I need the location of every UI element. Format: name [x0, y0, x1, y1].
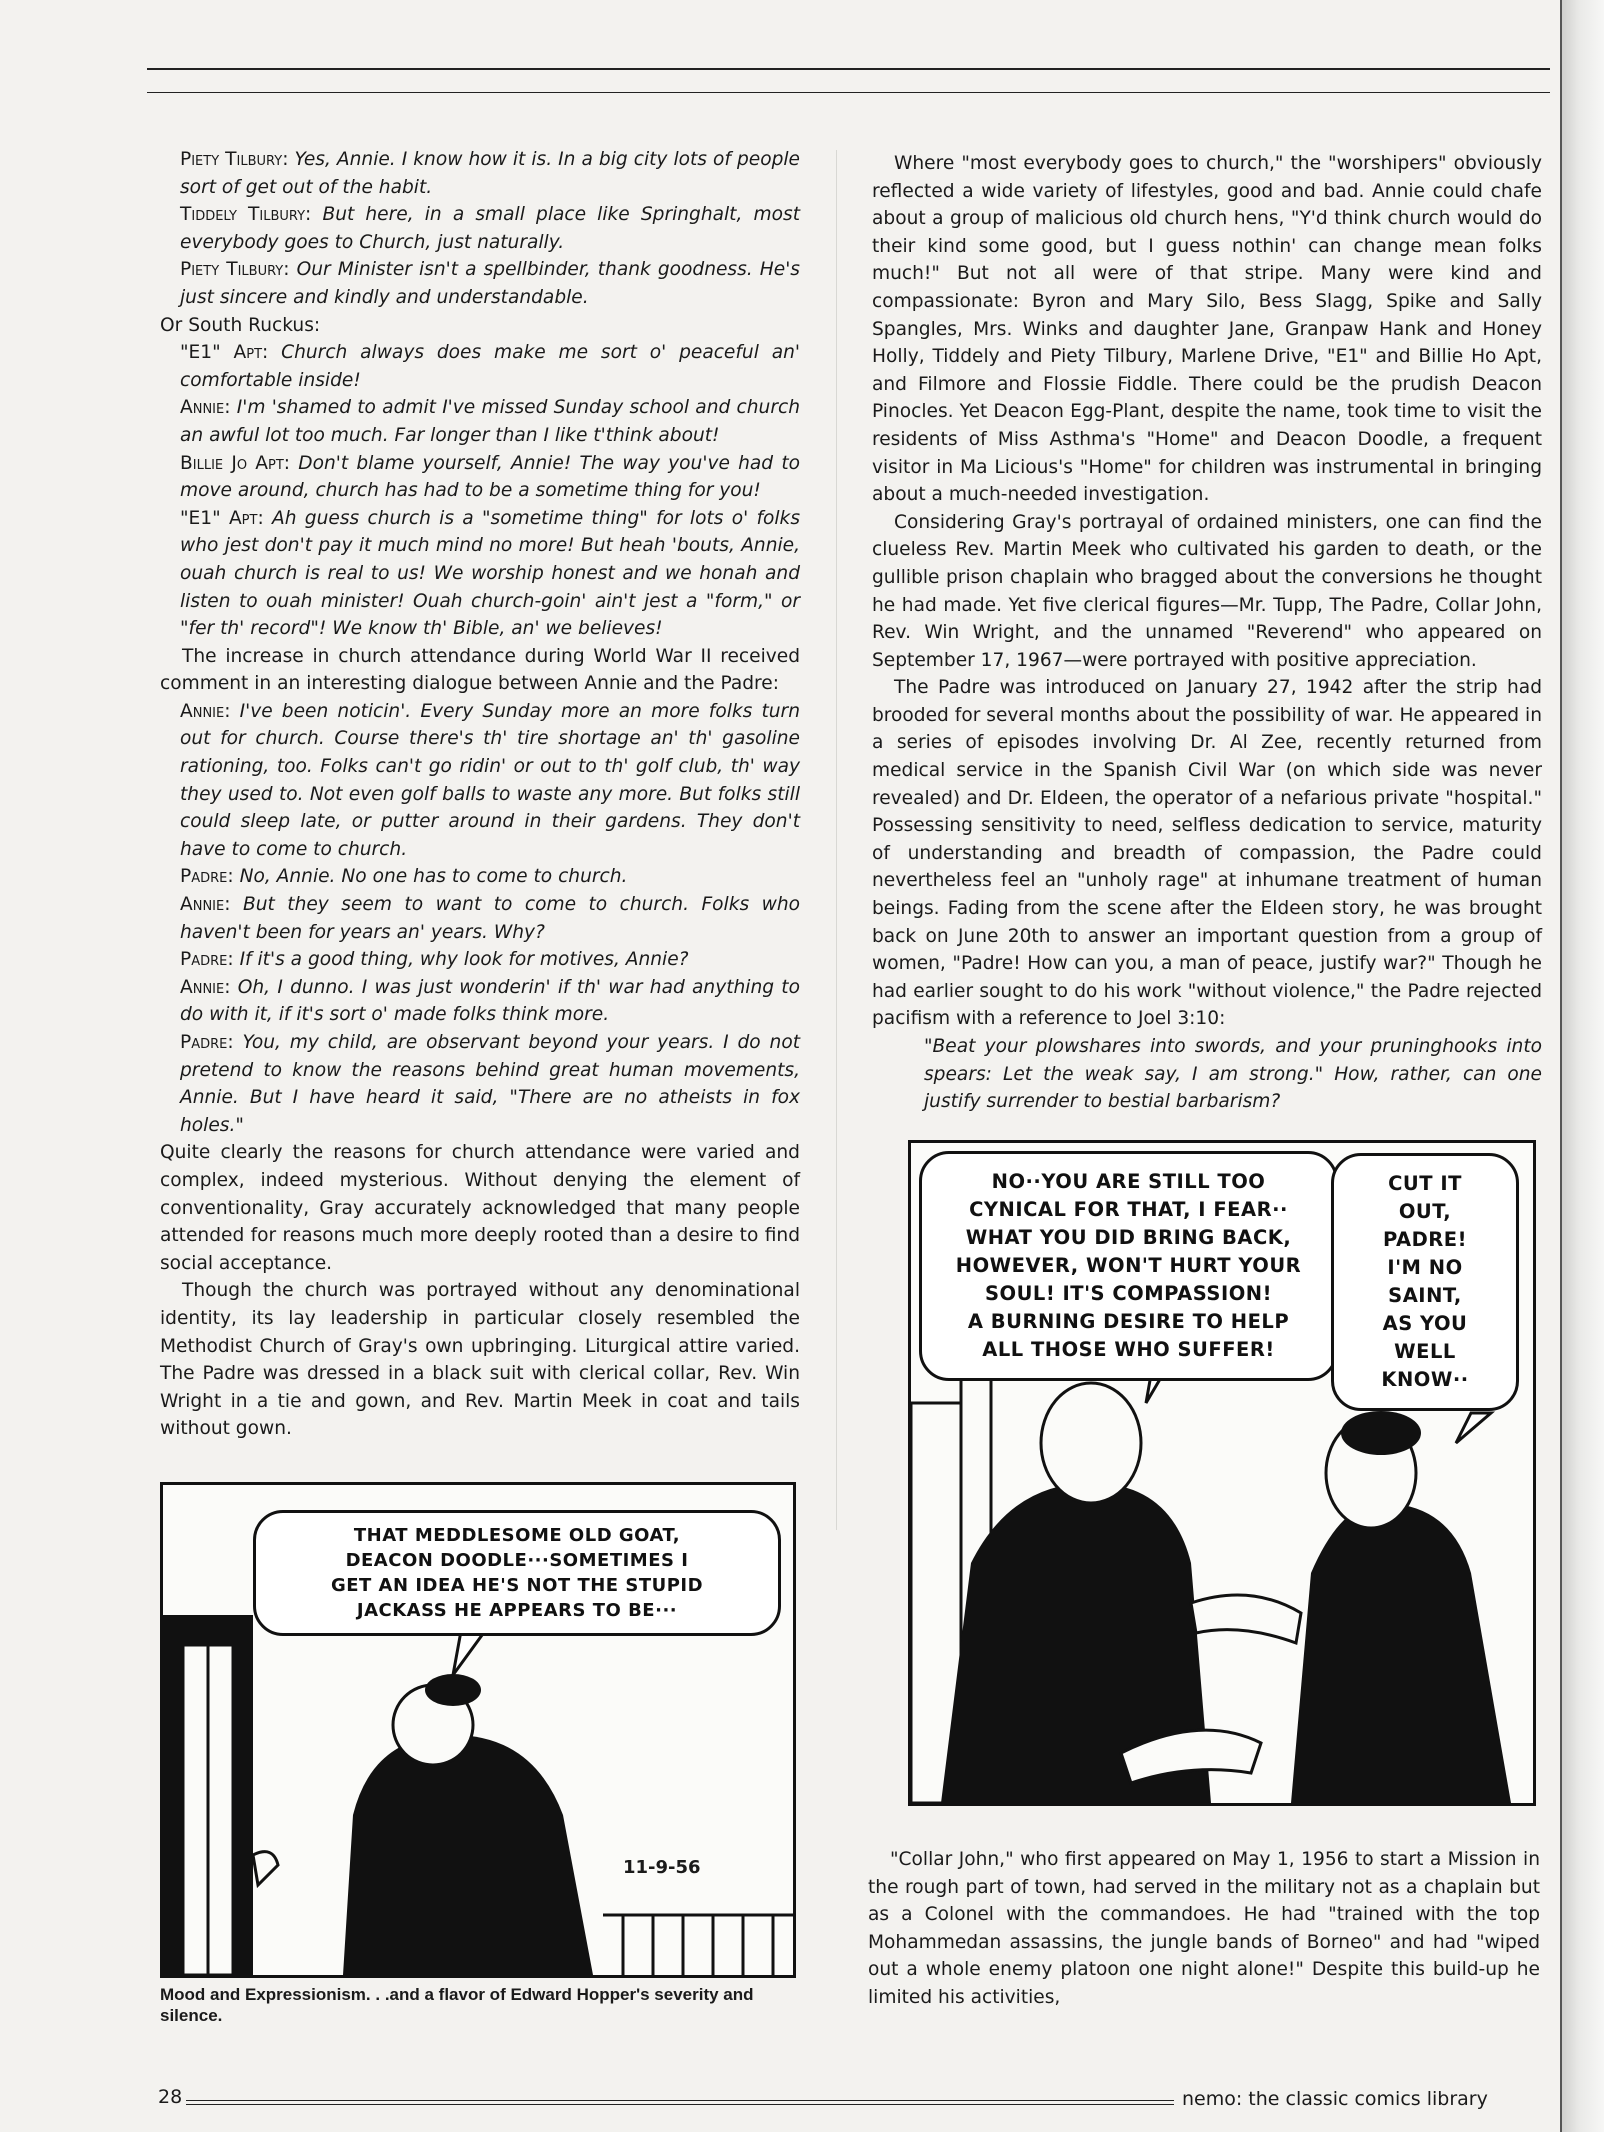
dialogue-line — [180, 974, 800, 1029]
speech: Don't blame yourself, Annie! The way you've had to move around, church has had to be a sometime thing for you! — [180, 452, 800, 502]
paragraph: Though the church was portrayed without any denominational identity, its lay leadership in particular closely resembled the Methodist Church of Gray's own upbringing. Liturgical attire varied. The Padre was dressed in a black suit with clerical collar, Rev. Win Wright in a tie and gown, and Rev. Martin Meek in coat and tails without gown. — [160, 1280, 800, 1440]
page-binding-shadow — [1562, 0, 1604, 2132]
dialogue-line — [180, 256, 800, 311]
comic-panel-deacon-doodle — [160, 1482, 796, 1978]
speaker: Piety Tilbury: — [180, 259, 290, 281]
speaker: Piety Tilbury: — [180, 149, 289, 170]
speaker: Billie Jo Apt: — [180, 452, 291, 474]
footer-rule — [186, 2100, 1174, 2101]
strip-date: 11-9-56 — [623, 1857, 701, 1878]
top-rule-inner — [147, 92, 1550, 93]
speech-balloon: THAT MEDDLESOME OLD GOAT, DEACON DOODLE···SOMETIMES I GET AN IDEA HE'S NOT THE STUPID JACKASS HE APPEARS TO BE··· — [253, 1510, 781, 1636]
footer-rule — [186, 2104, 1174, 2105]
right-column — [872, 150, 1542, 1116]
speaker: Annie: — [180, 976, 231, 998]
speech: Oh, I dunno. I was just wonderin' if th' war had anything to do with it, if it's sort o' made folks think more. — [180, 976, 800, 1026]
right-column-bottom — [868, 1846, 1540, 2012]
dialogue-line — [180, 201, 800, 256]
speech-balloon-padre: NO··YOU ARE STILL TOO CYNICAL FOR THAT, I FEAR·· WHAT YOU DID BRING BACK, HOWEVER, WON'T HURT YOUR SOUL! IT'S COMPASSION! A BURNING DESIRE TO HELP ALL THOSE WHO SUFFER! — [919, 1151, 1338, 1381]
page-edge-line — [1560, 0, 1562, 2132]
comic-caption: Mood and Expressionism. . .and a flavor of Edward Hopper's severity and silence. — [160, 1985, 754, 2025]
speaker: Annie: — [180, 894, 231, 916]
top-rule — [147, 68, 1550, 70]
speech: Ah guess church is a "sometime thing" for lots o' folks who jest don't pay it much mind no more! But heah 'bouts, Annie, ouah church is real to us! We worship honest and we honah and listen to ouah minister! Ouah church-goin' ain't jest a "form," or "fer th' record"! We know th' Bible, an' we believes! — [180, 507, 801, 640]
speech: I'm 'shamed to admit I've missed Sunday school and church an awful lot too much. Far longer than I like t'think about! — [180, 397, 800, 446]
speaker: Padre: — [180, 866, 234, 888]
intro-line: Or South Ruckus: — [160, 314, 321, 336]
paragraph: "Collar John," who first appeared on May 1, 1956 to start a Mission in the rough part of town, had served in the military not as a chaplain but as a Colonel with the commandoes. He had "trained with the top Mohammedan assassins, the jungle bands of Borneo" and had "wiped out a whole enemy platoon one night alone!" Despite this build-up he limited his activities, — [868, 1849, 1540, 2008]
publication-name: nemo: the classic comics library — [1182, 2088, 1488, 2110]
speaker: "E1" Apt: — [180, 342, 269, 364]
speaker: Padre: — [180, 949, 234, 971]
speech-balloon-annie: CUT IT OUT, PADRE! I'M NO SAINT, AS YOU WELL KNOW·· — [1331, 1153, 1519, 1411]
dialogue-line — [180, 1029, 800, 1139]
speech: Our Minister isn't a spellbinder, thank goodness. He's just sincere and kindly and understandable. — [180, 259, 800, 308]
speech: If it's a good thing, why look for motives, Annie? — [239, 949, 689, 971]
speaker: Padre: — [180, 1032, 234, 1053]
speaker: Tiddely Tilbury: — [180, 204, 312, 226]
page-number: 28 — [158, 2086, 183, 2108]
dialogue-line — [180, 946, 800, 974]
paragraph: Quite clearly the reasons for church attendance were varied and complex, indeed mysterious. Without denying the element of conventionality, Gray accurately acknowledged that many people attended for reasons much more deeply rooted than a desire to find social acceptance. — [160, 1142, 800, 1274]
speech: Yes, Annie. I know how it is. In a big city lots of people sort of get out of the habit. — [180, 149, 800, 198]
speech: Church always does make me sort o' peaceful an' comfortable inside! — [180, 342, 800, 391]
speech: But here, in a small place like Springhalt, most everybody goes to Church, just naturally. — [180, 204, 800, 253]
dialogue-line — [180, 505, 800, 643]
left-column — [160, 146, 800, 1443]
dialogue-line — [180, 891, 800, 946]
dialogue-line — [180, 863, 800, 891]
paragraph: The Padre was introduced on January 27, 1942 after the strip had brooded for several months about the possibility of war. He appeared in a series of episodes involving Dr. Al Zee, recently returned from medical service in the Spanish Civil War (on which side was never revealed) and Dr. Eldeen, the operator of a nefarious private "hospital." Possessing sensitivity to need, selfless dedication to service, maturity of understanding and breadth of compassion, the Padre could nevertheless feel an "unholy rage" at inhumane treatment of human beings. Fading from the scene after the Eldeen story, he was brought back on June 20th to answer an important question from a group of women, "Padre! How can you, a man of peace, justify war?" Though he had earlier sought to do his work "without violence," the Padre rejected pacifism with a reference to Joel 3:10: — [872, 677, 1542, 1030]
speaker: Annie: — [180, 397, 231, 419]
speech: I've been noticin'. Every Sunday more an more folks turn out for church. Course there's th' tire shortage an' th' gasoline rationing, too. Folks can't go ridin' or out to th' golf club, th' way they used to. Not even golf balls to waste any more. But folks still could sleep late, or putter around in their gardens. They don't have to come to church. — [180, 700, 800, 860]
speaker: Annie: — [180, 700, 231, 722]
speech: You, my child, are observant beyond your years. I do not pretend to know the reasons behind great human movements, Annie. But I have heard it said, "There are no atheists in fox holes." — [180, 1032, 800, 1136]
dialogue-line — [180, 339, 800, 394]
paragraph: Where "most everybody goes to church," the "worshipers" obviously reflected a wide variety of lifestyles, good and bad. Annie could chafe about a group of malicious old church hens, "Y'd think church would do their kind some good, but I guess nothin' can change mean folks much!" But not all were of that stripe. Many were kind and compassionate: Byron and Mary Silo, Bess Slagg, Spike and Sally Spangles, Mrs. Winks and daughter Jane, Granpaw Hank and Honey Holly, Tiddely and Piety Tilbury, Marlene Drive, "E1" and Billie Ho Apt, and Filmore and Flossie Fiddle. There could be the prudish Deacon Pinocles. Yet Deacon Egg-Plant, despite the name, took time to visit the residents of Miss Asthma's "Home" and Deacon Doodle, a frequent visitor in Ma Licious's "Home" for children was instrumental in bringing about a much-needed investigation. — [872, 153, 1542, 506]
column-divider — [836, 150, 837, 1530]
speech: But they seem to want to come to church. Folks who haven't been for years an' years. Why? — [180, 894, 800, 943]
speaker: "E1" Apt: — [180, 507, 264, 529]
dialogue-line — [180, 698, 800, 864]
dialogue-line — [180, 450, 800, 505]
paragraph: The increase in church attendance during World War II received comment in an interesting dialogue between Annie and the Padre: — [160, 645, 800, 695]
scripture-quote: "Beat your plowshares into swords, and your pruninghooks into spears: Let the weak say, I am strong." How, rather, can one justify surrender to bestial barbarism? — [924, 1036, 1542, 1113]
comic-panel-padre — [908, 1140, 1536, 1806]
paragraph: Considering Gray's portrayal of ordained ministers, one can find the clueless Rev. Martin Meek who cultivated his garden to death, or the gullible prison chaplain who bragged about the conversions he thought he had made. Yet five clerical figures—Mr. Tupp, The Padre, Collar John, Rev. Win Wright, and the unnamed "Reverend" who appeared on September 17, 1967—were portrayed with positive appreciation. — [872, 511, 1542, 671]
speech: No, Annie. No one has to come to church. — [239, 866, 628, 888]
dialogue-line — [180, 394, 800, 449]
dialogue-line — [180, 146, 800, 201]
